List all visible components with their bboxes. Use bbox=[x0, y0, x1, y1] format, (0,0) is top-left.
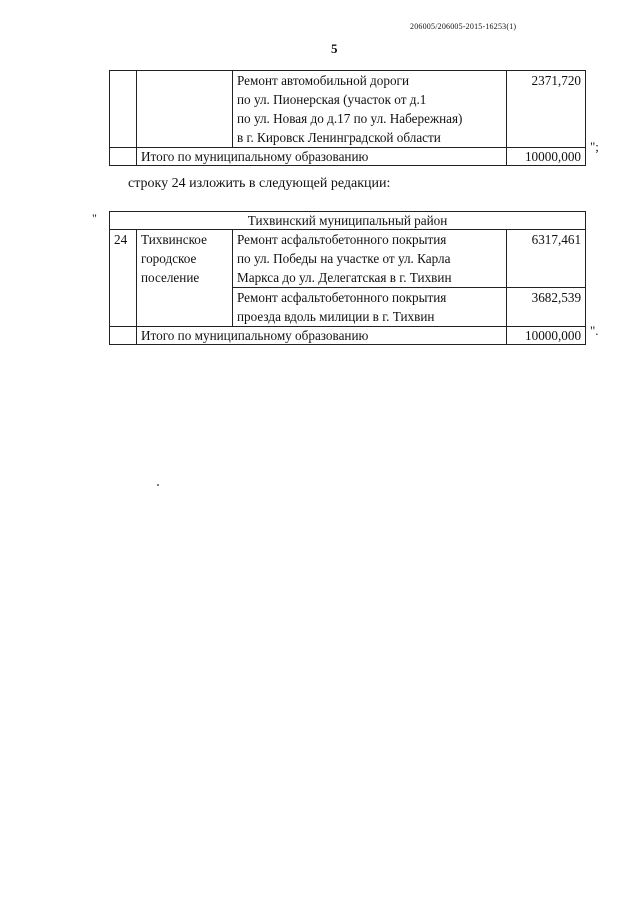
cell-entity bbox=[137, 230, 233, 327]
description-line: Ремонт асфальтобетонного покрытия bbox=[237, 290, 447, 305]
description-line: проезда вдоль милиции в г. Тихвин bbox=[237, 309, 435, 324]
description-line: по ул. Победы на участке от ул. Карла bbox=[237, 251, 451, 266]
total-label: Итого по муниципальному образованию bbox=[137, 148, 507, 166]
cell-empty bbox=[110, 148, 137, 166]
entity-line: городское bbox=[141, 251, 197, 266]
description-line: по ул. Пионерская (участок от д.1 bbox=[237, 92, 427, 107]
cell-description bbox=[233, 288, 507, 327]
cell-empty bbox=[110, 327, 137, 345]
description-line: Ремонт автомобильной дороги bbox=[237, 73, 410, 88]
closing-quote-mark: ". bbox=[590, 323, 599, 338]
cell-amount: 2371,720 bbox=[507, 71, 586, 148]
description-line: в г. Кировск Ленинградской области bbox=[237, 130, 441, 145]
table-previous-row bbox=[109, 70, 586, 166]
scan-speck bbox=[157, 484, 159, 486]
table-row bbox=[110, 230, 586, 288]
cell-description bbox=[233, 71, 507, 148]
total-amount: 10000,000 bbox=[507, 327, 586, 345]
document-id: 206005/206005-2015-16253(1) bbox=[410, 22, 517, 31]
total-amount: 10000,000 bbox=[507, 148, 586, 166]
cell-amount: 6317,461 bbox=[507, 230, 586, 288]
total-row bbox=[110, 148, 586, 166]
cell-description bbox=[233, 230, 507, 288]
district-row bbox=[110, 212, 586, 230]
total-row bbox=[110, 327, 586, 345]
district-name: Тихвинский муниципальный район bbox=[110, 212, 586, 230]
cell-entity bbox=[137, 71, 233, 148]
description-line: по ул. Новая до д.17 по ул. Набережная) bbox=[237, 111, 463, 126]
total-label: Итого по муниципальному образованию bbox=[137, 327, 507, 345]
page-number: 5 bbox=[331, 41, 338, 56]
table-new-row-24 bbox=[109, 211, 586, 345]
entity-line: поселение bbox=[141, 270, 200, 285]
description-line: Ремонт асфальтобетонного покрытия bbox=[237, 232, 447, 247]
entity-line: Тихвинское bbox=[141, 232, 207, 247]
closing-quote-mark: "; bbox=[590, 139, 599, 154]
table-row bbox=[110, 71, 586, 148]
cell-row-number: 24 bbox=[110, 230, 137, 327]
instruction-text: строку 24 изложить в следующей редакции: bbox=[128, 176, 391, 191]
opening-quote-mark: " bbox=[92, 211, 97, 225]
description-line: Маркса до ул. Делегатская в г. Тихвин bbox=[237, 270, 452, 285]
cell-row-number bbox=[110, 71, 137, 148]
cell-amount: 3682,539 bbox=[507, 288, 586, 327]
